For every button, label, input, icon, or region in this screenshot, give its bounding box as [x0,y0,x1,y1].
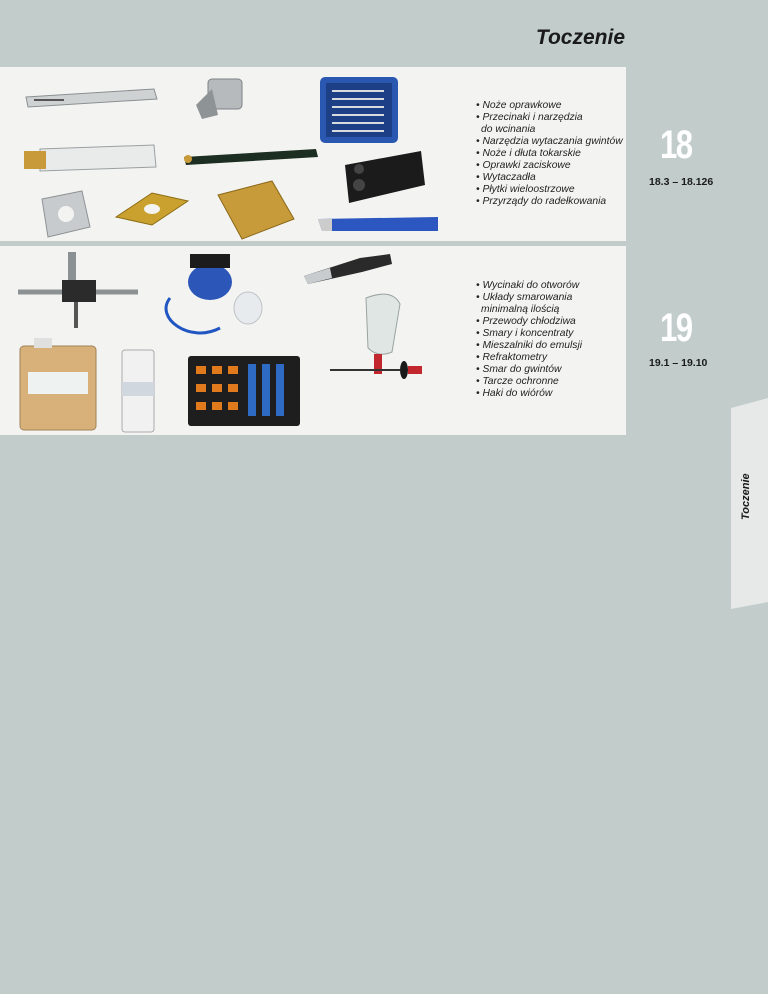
list-item[interactable]: • Smary i koncentraty [476,328,574,339]
coolant-hose-set-image [186,354,302,428]
list-item[interactable]: do wcinania [481,124,536,135]
list-item[interactable]: • Narzędzia wytaczania gwintów [476,136,623,147]
boring-bar-image [180,145,320,167]
hole-cutter-image [12,248,142,332]
list-item[interactable]: • Oprawki zaciskowe [476,160,571,171]
insert-square-image [34,187,94,242]
thread-tool-set-image [318,75,400,145]
list-item[interactable]: • Układy smarowania [476,292,573,303]
boring-cutter-image [190,75,250,125]
list-item[interactable]: • Noże oprawkowe [476,100,562,111]
list-item[interactable]: • Tarcze ochronne [476,376,559,387]
list-item[interactable]: • Przewody chłodziwa [476,316,576,327]
list-item[interactable]: minimalną ilością [481,304,560,315]
lathe-tool-blue-image [312,213,442,235]
page-range-19: 19.1 – 19.10 [649,357,708,369]
list-item[interactable]: • Noże i dłuta tokarskie [476,148,581,159]
lubrication-system-image [160,248,270,348]
list-item[interactable]: • Przyrządy do radełkowania [476,196,607,207]
side-tab-label: Toczenie [740,473,752,520]
chapter-19-list [476,280,582,400]
list-item[interactable]: • Przecinaki i narzędzia [476,112,583,123]
chapter-number-19[interactable]: 19 [660,306,692,350]
chip-hook-image [326,356,426,380]
list-item[interactable]: • Refraktometry [476,352,548,363]
chapter-number-18[interactable]: 18 [660,123,692,167]
chapter-18-list [476,100,623,208]
list-item[interactable]: • Haki do wiórów [476,388,553,399]
list-item[interactable]: • Smar do gwintów [476,364,562,375]
chapter-18-section[interactable] [0,67,626,241]
list-item[interactable]: • Płytki wieloostrzowe [476,184,575,195]
filter-cartridge-image [118,346,158,436]
parting-blade-image [20,141,160,177]
tool-holder-bar-image [24,87,159,109]
page-title: Toczenie [535,26,625,49]
coolant-canister-image [14,336,102,436]
page-range-18: 18.3 – 18.126 [649,176,714,188]
knurling-insert-image [212,179,297,243]
refractometer-image [300,250,395,286]
insert-gold-image [112,189,192,229]
list-item[interactable]: • Mieszalniki do emulsji [476,340,583,351]
list-item[interactable]: • Wytaczadła [476,172,536,183]
clamping-holder-image [335,145,430,210]
list-item[interactable]: • Wycinaki do otworów [476,280,580,291]
chapter-19-section[interactable] [0,246,626,435]
